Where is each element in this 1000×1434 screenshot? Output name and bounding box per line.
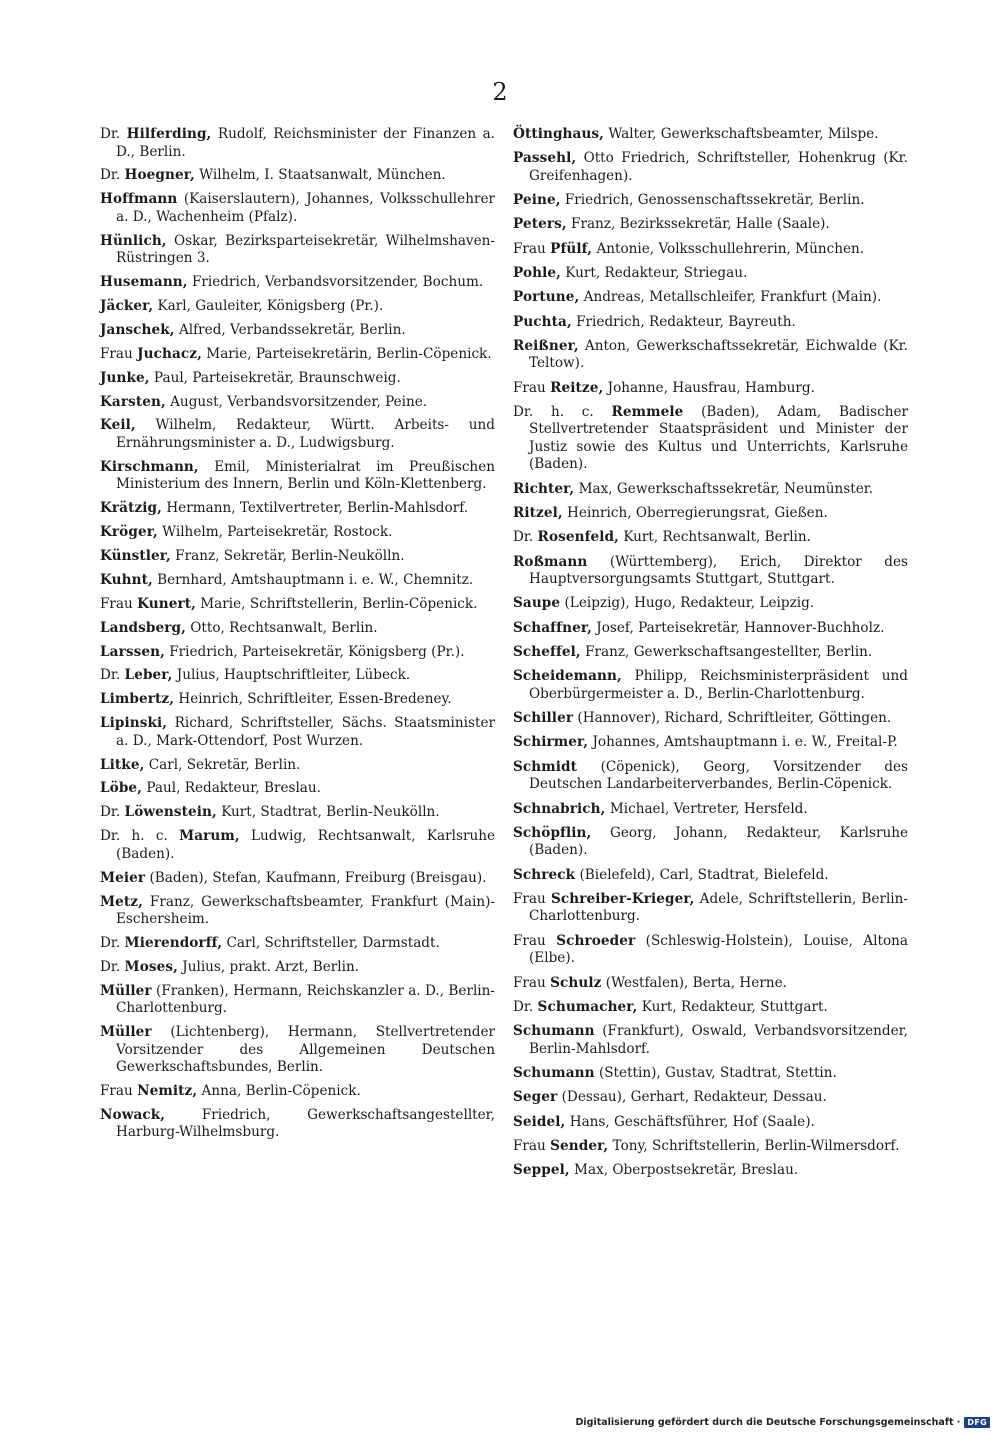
register-entry [100, 757, 495, 775]
entry-details: Michael, Vertreter, Hersfeld. [605, 800, 808, 817]
entry-surname: Jäcker, [100, 297, 154, 314]
register-entry [100, 1107, 495, 1142]
entry-details: Otto, Rechtsanwalt, Berlin. [185, 619, 378, 636]
entry-surname: Schumann [513, 1064, 595, 1081]
register-entry [100, 524, 495, 542]
entry-surname: Schaffner, [513, 619, 592, 636]
register-entry [100, 167, 495, 185]
entry-surname: Larssen, [100, 643, 165, 660]
entry-details: Anna, Berlin-Cöpenick. [197, 1083, 361, 1099]
register-entry [513, 975, 908, 993]
entry-surname: Ritzel, [513, 505, 563, 522]
register-entry [100, 126, 495, 161]
entry-surname: Janschek, [100, 321, 175, 338]
entry-details: Walter, Gewerkschaftsbeamter, Milspe. [604, 126, 879, 142]
register-entry [513, 1023, 908, 1058]
entry-surname: Hoegner, [124, 167, 195, 184]
entry-details: Johanne, Hausfrau, Hamburg. [603, 379, 815, 396]
register-entry [100, 959, 495, 977]
entry-details: Paul, Redakteur, Breslau. [142, 780, 321, 797]
entry-details: Hermann, Textilvertreter, Berlin-Mahlsdorf. [162, 500, 469, 517]
register-entry [513, 1162, 908, 1180]
register-entry [100, 620, 495, 638]
entry-surname: Seidel, [513, 1113, 566, 1130]
entry-details: Kurt, Redakteur, Striegau. [560, 264, 748, 281]
entry-surname: Puchta, [513, 313, 572, 330]
entry-surname: Sender, [550, 1137, 609, 1154]
entry-surname: Schreiber-Krieger, [550, 890, 695, 907]
entry-surname: Müller [100, 982, 152, 999]
entry-title: Frau [513, 932, 557, 949]
entry-title: Dr. [100, 958, 125, 975]
register-entry [100, 715, 495, 750]
entry-details: Julius, prakt. Arzt, Berlin. [177, 958, 360, 975]
entry-surname: Juchacz, [137, 345, 202, 362]
entry-details: Max, Gewerkschaftssekretär, Neumünster. [574, 480, 874, 497]
page-number: 2 [492, 78, 508, 106]
entry-details: Carl, Schriftsteller, Darmstadt. [222, 934, 440, 951]
entry-surname: Rosenfeld, [537, 529, 619, 546]
entry-title: Frau [513, 974, 551, 991]
entry-surname: Schumann [513, 1023, 595, 1040]
entry-surname: Schirmer, [513, 734, 589, 751]
register-entry [513, 801, 908, 819]
entry-details: Otto Friedrich, Schriftsteller, Hohenkrug (Kr. Greifenhagen). [529, 150, 908, 184]
entry-surname: Künstler, [100, 547, 171, 564]
entry-surname: Roßmann [513, 553, 588, 570]
register-entry [513, 404, 908, 474]
register-entry [100, 983, 495, 1018]
entry-details: Heinrich, Oberregierungsrat, Gießen. [562, 505, 828, 522]
entry-title: Dr. [100, 126, 127, 142]
entry-title: Frau [513, 379, 551, 396]
entry-title: Frau [513, 240, 551, 257]
register-entry [513, 554, 908, 589]
entry-title: Frau [100, 345, 138, 362]
register-entry [100, 644, 495, 662]
entry-details: Franz, Sekretär, Berlin-Neukölln. [170, 547, 405, 564]
entry-details: (Leipzig), Hugo, Redakteur, Leipzig. [560, 595, 815, 612]
register-entry [513, 867, 908, 885]
entry-surname: Schöpflin, [513, 824, 592, 841]
entry-surname: Reitze, [550, 379, 604, 396]
entry-title: Frau [100, 1083, 138, 1099]
entry-surname: Scheffel, [513, 644, 581, 661]
entry-details: Carl, Sekretär, Berlin. [144, 756, 301, 773]
entry-title: Dr. [100, 934, 125, 951]
entry-surname: Schumacher, [537, 998, 638, 1015]
entry-details: (Stettin), Gustav, Stadtrat, Stettin. [594, 1064, 837, 1081]
right-column [513, 126, 908, 1186]
entry-surname: Mierendorff, [124, 934, 223, 951]
register-entry [513, 1065, 908, 1083]
register-entry [100, 804, 495, 822]
register-entry [100, 274, 495, 292]
entry-details: (Hannover), Richard, Schriftleiter, Göttingen. [573, 710, 892, 727]
entry-details: Kurt, Redakteur, Stuttgart. [637, 998, 828, 1015]
entry-title: Dr. [513, 998, 538, 1015]
register-entry [513, 933, 908, 968]
entry-details: Philipp, Reichsministerpräsident und Oberbürgermeister a. D., Berlin-Charlottenburg. [529, 668, 908, 702]
entry-surname: Kröger, [100, 524, 158, 541]
entry-details: Josef, Parteisekretär, Hannover-Buchholz. [591, 619, 885, 636]
entry-details: Franz, Bezirkssekretär, Halle (Saale). [566, 216, 830, 233]
entry-surname: Saupe [513, 595, 561, 612]
register-entry [513, 1089, 908, 1107]
entry-details: (Kaiserslautern), Johannes, Volksschullehrer a. D., Wachenheim (Pfalz). [116, 191, 495, 225]
entry-details: (Cöpenick), Georg, Vorsitzender des Deutschen Landarbeiterverbandes, Berlin-Cöpenick. [529, 758, 908, 793]
entry-details: (Bielefeld), Carl, Stadtrat, Bielefeld. [575, 866, 829, 883]
register-entry [513, 595, 908, 613]
entry-surname: Metz, [100, 893, 143, 910]
register-entry [100, 233, 495, 268]
entry-surname: Husemann, [100, 274, 188, 291]
entry-details: (Baden), Stefan, Kaufmann, Freiburg (Breisgau). [145, 869, 487, 886]
left-column [100, 126, 495, 1148]
entry-surname: Pohle, [513, 264, 561, 281]
entry-surname: Richter, [513, 480, 575, 497]
register-entry [513, 150, 908, 185]
entry-details: Marie, Parteisekretärin, Berlin-Cöpenick. [201, 345, 492, 362]
register-entry [100, 894, 495, 929]
entry-details: (Lichtenberg), Hermann, Stellvertretender Vorsitzender des Allgemeinen Deutschen Gewerkschaftsbundes, Berlin. [116, 1024, 495, 1076]
entry-details: Karl, Gauleiter, Königsberg (Pr.). [153, 297, 384, 314]
entry-surname: Meier [100, 869, 146, 886]
entry-details: (Baden), Adam, Badischer Stellvertretender Staatspräsident und Minister der Justiz sowie des Kultus und Unterrichts, Karlsruhe (Baden). [529, 403, 908, 473]
entry-surname: Hoffmann [100, 191, 178, 208]
entry-surname: Schreck [513, 866, 576, 883]
entry-surname: Öttinghaus, [513, 126, 605, 142]
entry-surname: Müller [100, 1024, 152, 1041]
entry-details: Bernhard, Amtshauptmann i. e. W., Chemnitz. [152, 571, 474, 588]
register-entry [100, 870, 495, 888]
entry-surname: Seppel, [513, 1162, 570, 1179]
entry-details: Oskar, Bezirksparteisekretär, Wilhelmshaven-Rüstringen 3. [116, 232, 495, 267]
entry-title: Frau [100, 595, 138, 612]
entry-details: Tony, Schriftstellerin, Berlin-Wilmersdorf. [608, 1137, 900, 1154]
register-entry [100, 691, 495, 709]
entry-title: Frau [513, 1137, 551, 1154]
entry-details: Andreas, Metallschleifer, Frankfurt (Main). [579, 289, 882, 306]
entry-details: Antonie, Volksschullehrerin, München. [592, 240, 865, 257]
entry-details: (Westfalen), Berta, Herne. [601, 974, 787, 991]
register-entry [100, 572, 495, 590]
entry-surname: Pfülf, [550, 240, 593, 257]
register-entry [513, 825, 908, 860]
entry-details: Wilhelm, I. Staatsanwalt, München. [194, 167, 446, 184]
entry-surname: Lipinski, [100, 715, 168, 732]
entry-surname: Schmidt [513, 758, 578, 775]
register-entry [513, 338, 908, 373]
register-entry [513, 999, 908, 1017]
register-entry [513, 734, 908, 752]
entry-details: Friedrich, Gewerkschaftsangestellter, Harburg-Wilhelmsburg. [116, 1106, 495, 1141]
entry-surname: Nowack, [100, 1106, 166, 1123]
entry-surname: Schiller [513, 710, 574, 727]
entry-details: Friedrich, Parteisekretär, Königsberg (Pr.). [164, 643, 465, 660]
entry-title: Dr. h. c. [513, 403, 612, 420]
entry-details: Franz, Gewerkschaftsbeamter, Frankfurt (Main)-Eschersheim. [116, 893, 495, 928]
register-entry [513, 1114, 908, 1132]
register-entry [100, 667, 495, 685]
register-entry [513, 241, 908, 259]
entry-details: Wilhelm, Redakteur, Württ. Arbeits- und Ernährungsminister a. D., Ludwigsburg. [116, 417, 495, 451]
entry-details: Anton, Gewerkschaftssekretär, Eichwalde (Kr. Teltow). [529, 337, 908, 372]
entry-title: Dr. [100, 667, 125, 684]
register-entry [513, 126, 908, 144]
entry-details: Wilhelm, Parteisekretär, Rostock. [157, 524, 393, 541]
register-entry [513, 216, 908, 234]
register-entry [513, 481, 908, 499]
entry-surname: Peters, [513, 216, 567, 233]
entry-surname: Marum, [179, 828, 240, 845]
register-entry [100, 417, 495, 452]
entry-title: Frau [513, 890, 551, 907]
entry-surname: Peine, [513, 192, 561, 209]
entry-details: Hans, Geschäftsführer, Hof (Saale). [565, 1113, 815, 1130]
entry-details: Franz, Gewerkschaftsangestellter, Berlin. [580, 644, 873, 661]
register-entry [513, 759, 908, 794]
entry-surname: Kunert, [137, 595, 196, 612]
entry-title: Dr. [100, 804, 125, 821]
entry-surname: Hilferding, [126, 126, 212, 142]
entry-details: Friedrich, Redakteur, Bayreuth. [571, 313, 796, 330]
register-entry [100, 191, 495, 226]
entry-details: Adele, Schriftstellerin, Berlin-Charlottenburg. [529, 890, 908, 925]
entry-details: Johannes, Amtshauptmann i. e. W., Freital-P. [588, 734, 898, 751]
entry-surname: Kirschmann, [100, 458, 199, 475]
register-entry [513, 529, 908, 547]
register-entry [100, 1083, 495, 1101]
entry-surname: Schulz [550, 974, 602, 991]
entry-surname: Landsberg, [100, 619, 186, 636]
entry-surname: Remmele [611, 403, 684, 420]
entry-surname: Limbertz, [100, 691, 175, 708]
entry-details: Heinrich, Schriftleiter, Essen-Bredeney. [174, 691, 452, 708]
entry-details: Paul, Parteisekretär, Braunschweig. [149, 369, 401, 386]
entry-details: Georg, Johann, Redakteur, Karlsruhe (Baden). [529, 824, 908, 859]
entry-title: Dr. [100, 167, 125, 184]
entry-surname: Leber, [124, 667, 173, 684]
entry-details: Rudolf, Reichsminister der Finanzen a. D., Berlin. [116, 126, 495, 160]
entry-surname: Krätzig, [100, 500, 162, 517]
entry-surname: Schroeder [556, 932, 636, 949]
register-entry [100, 500, 495, 518]
entry-surname: Junke, [100, 369, 150, 386]
register-entry [513, 891, 908, 926]
entry-title: Dr. h. c. [100, 828, 180, 845]
entry-surname: Nemitz, [137, 1083, 198, 1099]
register-entry [100, 322, 495, 340]
dfg-logo: DFG [964, 1417, 990, 1428]
entry-surname: Schnabrich, [513, 800, 606, 817]
register-entry [100, 459, 495, 494]
register-entry [513, 192, 908, 210]
entry-surname: Portune, [513, 289, 580, 306]
entry-details: (Schleswig-Holstein), Louise, Altona (Elbe). [529, 932, 908, 967]
register-entry [100, 935, 495, 953]
entry-details: Friedrich, Verbandsvorsitzender, Bochum. [187, 274, 484, 291]
register-entry [513, 265, 908, 283]
register-entry [100, 370, 495, 388]
entry-details: (Dessau), Gerhart, Redakteur, Dessau. [557, 1089, 827, 1106]
register-entry [100, 1024, 495, 1077]
register-entry [100, 596, 495, 614]
register-entry [513, 505, 908, 523]
entry-surname: Scheidemann, [513, 668, 622, 685]
entry-details: Richard, Schriftsteller, Sächs. Staatsminister a. D., Mark-Ottendorf, Post Wurzen. [116, 715, 495, 749]
entry-details: (Württemberg), Erich, Direktor des Hauptversorgungsamts Stuttgart, Stuttgart. [529, 553, 908, 588]
register-entry [100, 548, 495, 566]
entry-surname: Keil, [100, 417, 136, 434]
entry-details: Kurt, Stadtrat, Berlin-Neukölln. [216, 804, 440, 821]
entry-details: Marie, Schriftstellerin, Berlin-Cöpenick. [195, 595, 478, 612]
entry-details: August, Verbandsvorsitzender, Peine. [165, 393, 428, 410]
entry-surname: Hünlich, [100, 232, 167, 249]
entry-surname: Moses, [124, 958, 178, 975]
digitization-credit [576, 1417, 990, 1428]
entry-details: (Franken), Hermann, Reichskanzler a. D., Berlin-Charlottenburg. [116, 982, 495, 1017]
register-entry [513, 620, 908, 638]
credit-text: Digitalisierung gefördert durch die Deutsche Forschungsgemeinschaft · [575, 1417, 961, 1428]
entry-surname: Seger [513, 1089, 558, 1106]
register-entry [513, 314, 908, 332]
entry-details: (Frankfurt), Oswald, Verbandsvorsitzender, Berlin-Mahlsdorf. [529, 1023, 908, 1057]
entry-title: Dr. [513, 529, 538, 546]
register-entry [513, 289, 908, 307]
entry-details: Max, Oberpostsekretär, Breslau. [569, 1162, 799, 1179]
entry-surname: Passehl, [513, 150, 577, 167]
register-entry [100, 828, 495, 863]
entry-surname: Karsten, [100, 393, 166, 410]
entry-surname: Kuhnt, [100, 571, 153, 588]
entry-details: Emil, Ministerialrat im Preußischen Ministerium des Innern, Berlin und Köln-Klettenberg. [116, 458, 495, 493]
entry-details: Alfred, Verbandssekretär, Berlin. [174, 321, 406, 338]
register-entry [513, 1138, 908, 1156]
entry-surname: Löwenstein, [124, 804, 217, 821]
register-entry [100, 298, 495, 316]
entry-details: Ludwig, Rechtsanwalt, Karlsruhe (Baden). [116, 828, 496, 862]
register-entry [513, 644, 908, 662]
register-entry [100, 346, 495, 364]
entry-details: Kurt, Rechtsanwalt, Berlin. [619, 529, 811, 546]
register-entry [513, 668, 908, 703]
entry-surname: Löbe, [100, 780, 143, 797]
entry-surname: Reißner, [513, 337, 579, 354]
register-entry [513, 710, 908, 728]
register-entry [513, 380, 908, 398]
entry-details: Friedrich, Genossenschaftssekretär, Berlin. [560, 192, 865, 209]
register-entry [100, 394, 495, 412]
register-entry [100, 780, 495, 798]
entry-surname: Litke, [100, 756, 145, 773]
entry-details: Julius, Hauptschriftleiter, Lübeck. [172, 667, 411, 684]
